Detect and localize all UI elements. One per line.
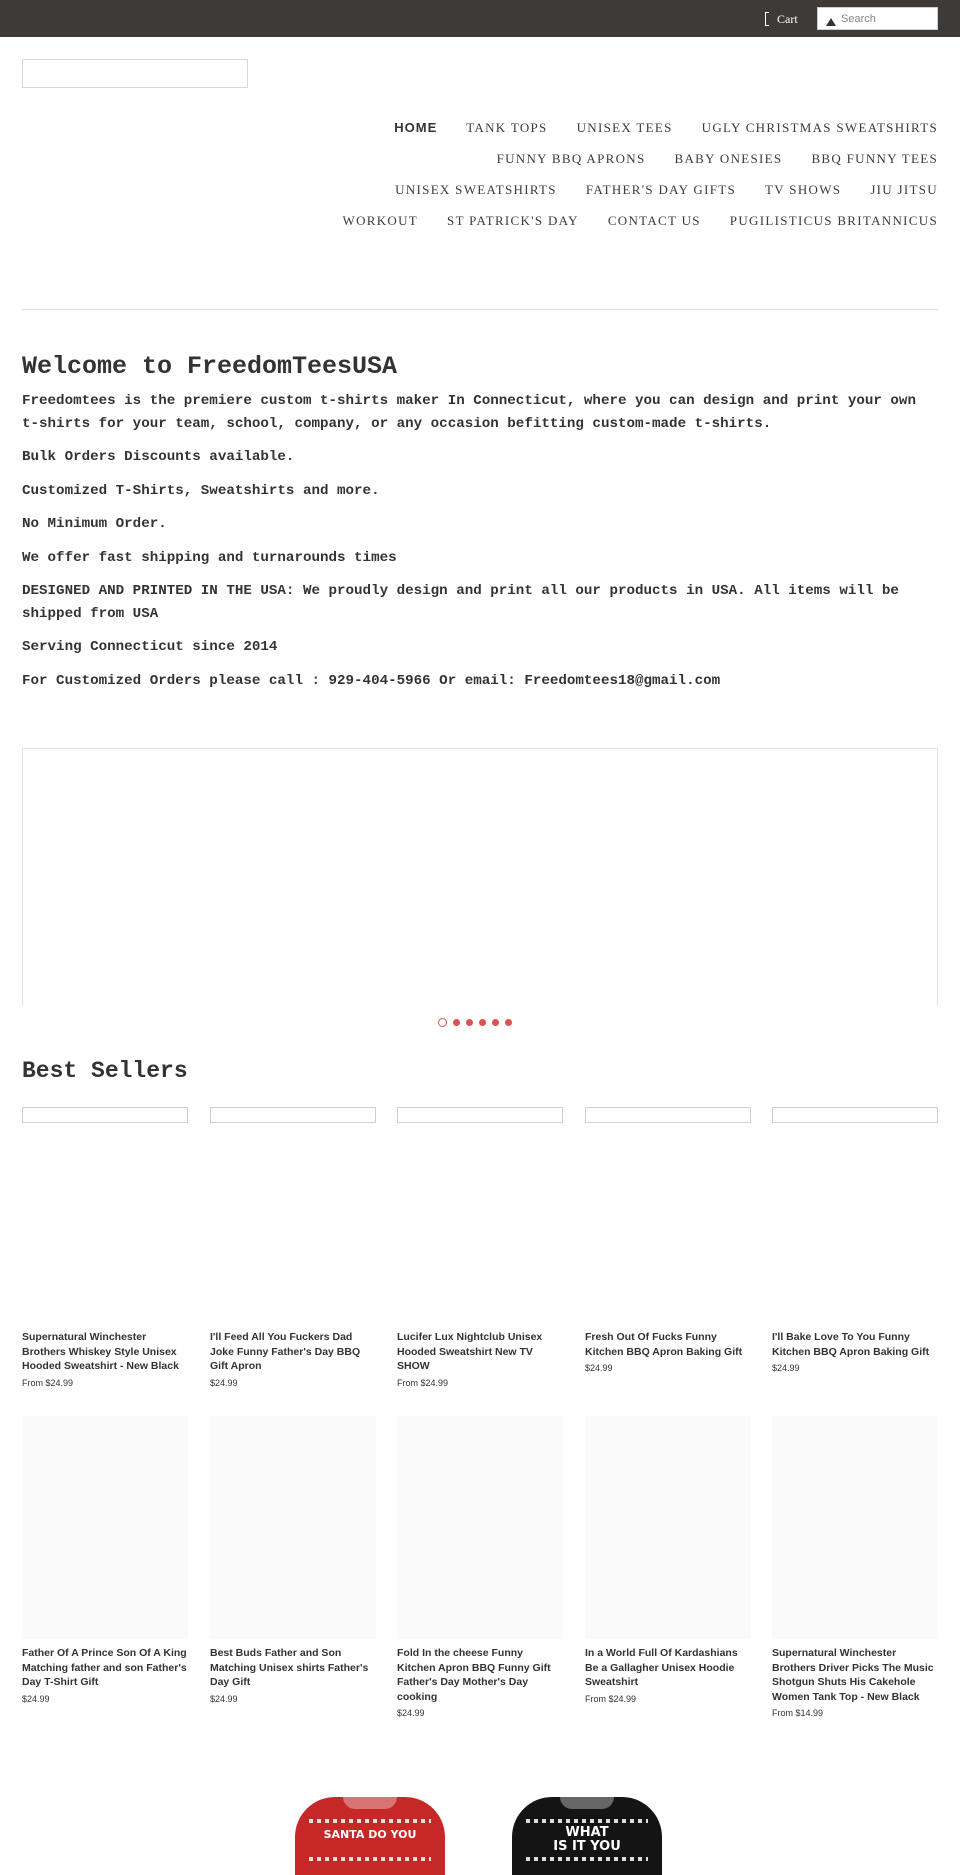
product-image[interactable] <box>585 1107 751 1123</box>
nav-item-funny-bbq-aprons[interactable]: FUNNY BBQ APRONS <box>496 150 646 166</box>
product-image[interactable] <box>210 1107 376 1123</box>
nav-item-unisex-sweatshirts[interactable]: UNISEX SWEATSHIRTS <box>395 181 557 197</box>
featured-shirt-image[interactable] <box>285 1797 455 1875</box>
nav-item-bbq-funny-tees[interactable]: BBQ FUNNY TEES <box>811 150 938 166</box>
product-price: $24.99 <box>210 1377 238 1388</box>
product-card[interactable] <box>772 1416 938 1718</box>
search-box[interactable] <box>817 7 938 30</box>
product-title[interactable]: Fresh Out Of Fucks Funny Kitchen BBQ Apron Baking Gift <box>585 1331 743 1358</box>
product-price: $24.99 <box>772 1363 800 1373</box>
product-card[interactable] <box>585 1416 751 1704</box>
product-price: From $14.99 <box>772 1708 824 1718</box>
search-input[interactable] <box>841 9 931 29</box>
slideshow-dot[interactable] <box>492 1019 499 1026</box>
slideshow[interactable] <box>22 748 938 1006</box>
cart-icon <box>765 12 769 26</box>
nav-item-ugly-christmas-sweatshirts[interactable]: UGLY CHRISTMAS SWEATSHIRTS <box>701 119 938 135</box>
product-title[interactable]: Supernatural Winchester Brothers Whiskey Style Unisex Hooded Sweatshirt - New Black <box>22 1331 179 1372</box>
nav-item-workout[interactable]: WORKOUT <box>342 212 419 228</box>
product-image[interactable] <box>772 1416 938 1639</box>
product-image[interactable] <box>397 1416 563 1639</box>
shirt-band2 <box>309 1857 431 1861</box>
slideshow-dot[interactable] <box>453 1019 460 1026</box>
product-price: $24.99 <box>585 1363 613 1373</box>
product-title[interactable]: Fold In the cheese Funny Kitchen Apron BBQ Funny Gift Father's Day Mother's Day cooking <box>397 1647 551 1703</box>
shirt-neck <box>560 1797 614 1809</box>
product-image[interactable] <box>22 1107 188 1123</box>
product-image[interactable] <box>585 1416 751 1639</box>
nav-item-baby-onesies[interactable]: BABY ONESIES <box>674 150 783 166</box>
product-card[interactable] <box>210 1416 376 1704</box>
product-title[interactable]: Lucifer Lux Nightclub Unisex Hooded Sweatshirt New TV SHOW <box>397 1331 543 1372</box>
welcome-paragraph: Freedomtees is the premiere custom t-shirts maker In Connecticut, where you can design and print your own t-shirts for your team, school, company, or any occasion befitting custom-made t-shirts. <box>22 393 916 432</box>
nav-item-jiu-jitsu[interactable]: JIU JITSU <box>870 181 938 197</box>
product-price: From $24.99 <box>397 1377 449 1388</box>
cart-link[interactable] <box>765 11 798 27</box>
product-title[interactable]: Supernatural Winchester Brothers Driver Picks The Music Shotgun Shuts His Cakehole Women Tank Top - New Black <box>772 1647 934 1703</box>
product-price: From $24.99 <box>22 1377 74 1388</box>
product-image[interactable] <box>397 1107 563 1123</box>
shirt-band2 <box>526 1857 648 1861</box>
product-image[interactable] <box>772 1107 938 1123</box>
slideshow-dot[interactable] <box>466 1019 473 1026</box>
product-title[interactable]: Father Of A Prince Son Of A King Matching father and son Father's Day T-Shirt Gift <box>22 1647 187 1688</box>
welcome-heading: Welcome to FreedomTeesUSA <box>22 352 398 381</box>
cart-label: Cart <box>777 12 798 26</box>
shirt-band <box>309 1819 431 1823</box>
slideshow-dots <box>438 1019 512 1027</box>
nav-item-tv-shows[interactable]: TV SHOWS <box>765 181 842 197</box>
slideshow-dot[interactable] <box>505 1019 512 1026</box>
nav-item-st-patrick-s-day[interactable]: ST PATRICK'S DAY <box>447 212 579 228</box>
featured-shirt-image[interactable] <box>502 1797 672 1875</box>
header-divider <box>22 309 938 310</box>
product-card[interactable] <box>772 1107 938 1373</box>
nav-item-contact-us[interactable]: CONTACT US <box>607 212 701 228</box>
nav-item-father-s-day-gifts[interactable]: FATHER'S DAY GIFTS <box>585 181 737 197</box>
nav-item-home[interactable]: HOME <box>394 120 438 135</box>
nav-row <box>298 112 938 143</box>
product-card[interactable] <box>22 1107 188 1388</box>
product-title[interactable]: In a World Full Of Kardashians Be a Gallagher Unisex Hoodie Sweatshirt <box>585 1647 738 1688</box>
search-icon[interactable] <box>826 18 836 26</box>
slideshow-dot[interactable] <box>438 1018 447 1027</box>
welcome-paragraph: Bulk Orders Discounts available. <box>22 449 295 465</box>
nav-row <box>298 205 938 236</box>
product-title[interactable]: I'll Feed All You Fuckers Dad Joke Funny Father's Day BBQ Gift Apron <box>210 1331 361 1372</box>
shirt-print-text: IS IT YOU <box>553 1839 621 1854</box>
best-sellers-title: Best Sellers <box>22 1058 188 1084</box>
welcome-paragraph: Customized T-Shirts, Sweatshirts and more. <box>22 482 380 499</box>
nav-row <box>298 143 938 174</box>
product-price: From $24.99 <box>585 1693 637 1704</box>
shirt-print-text: WHAT <box>565 1825 609 1840</box>
top-bar <box>0 0 960 37</box>
product-card[interactable] <box>22 1416 188 1704</box>
slideshow-dot[interactable] <box>479 1019 486 1026</box>
site-logo[interactable] <box>22 59 248 88</box>
product-price: $24.99 <box>22 1693 50 1704</box>
nav-row <box>298 174 938 205</box>
shirt-band <box>526 1819 648 1823</box>
welcome-paragraph: For Customized Orders please call : 929-404-5966 Or email: Freedomtees18@gmail.com <box>22 672 721 689</box>
nav-item-unisex-tees[interactable]: UNISEX TEES <box>576 119 673 135</box>
product-card[interactable] <box>585 1107 751 1373</box>
welcome-section <box>22 350 938 703</box>
product-title[interactable]: I'll Bake Love To You Funny Kitchen BBQ Apron Baking Gift <box>772 1331 930 1358</box>
welcome-paragraph: DESIGNED AND PRINTED IN THE USA: We proudly design and print all our products in USA. All items will be shipped from USA <box>22 583 899 622</box>
shirt-print-text: SANTA DO YOU <box>323 1828 417 1841</box>
welcome-paragraph: Serving Connecticut since 2014 <box>22 639 278 655</box>
product-title[interactable]: Best Buds Father and Son Matching Unisex shirts Father's Day Gift <box>210 1647 369 1688</box>
nav-item-tank-tops[interactable]: TANK TOPS <box>466 119 548 135</box>
nav-item-pugilisticus-britannicus[interactable]: PUGILISTICUS BRITANNICUS <box>729 212 938 228</box>
product-card[interactable] <box>397 1416 563 1718</box>
product-image[interactable] <box>22 1416 188 1639</box>
product-card[interactable] <box>397 1107 563 1388</box>
shirt-neck <box>343 1797 397 1809</box>
product-card[interactable] <box>210 1107 376 1388</box>
product-image[interactable] <box>210 1416 376 1639</box>
product-price: $24.99 <box>210 1693 238 1704</box>
welcome-paragraph: We offer fast shipping and turnarounds times <box>22 549 397 566</box>
welcome-paragraph: No Minimum Order. <box>22 516 167 532</box>
product-price: $24.99 <box>397 1708 425 1718</box>
main-navigation <box>298 112 938 236</box>
